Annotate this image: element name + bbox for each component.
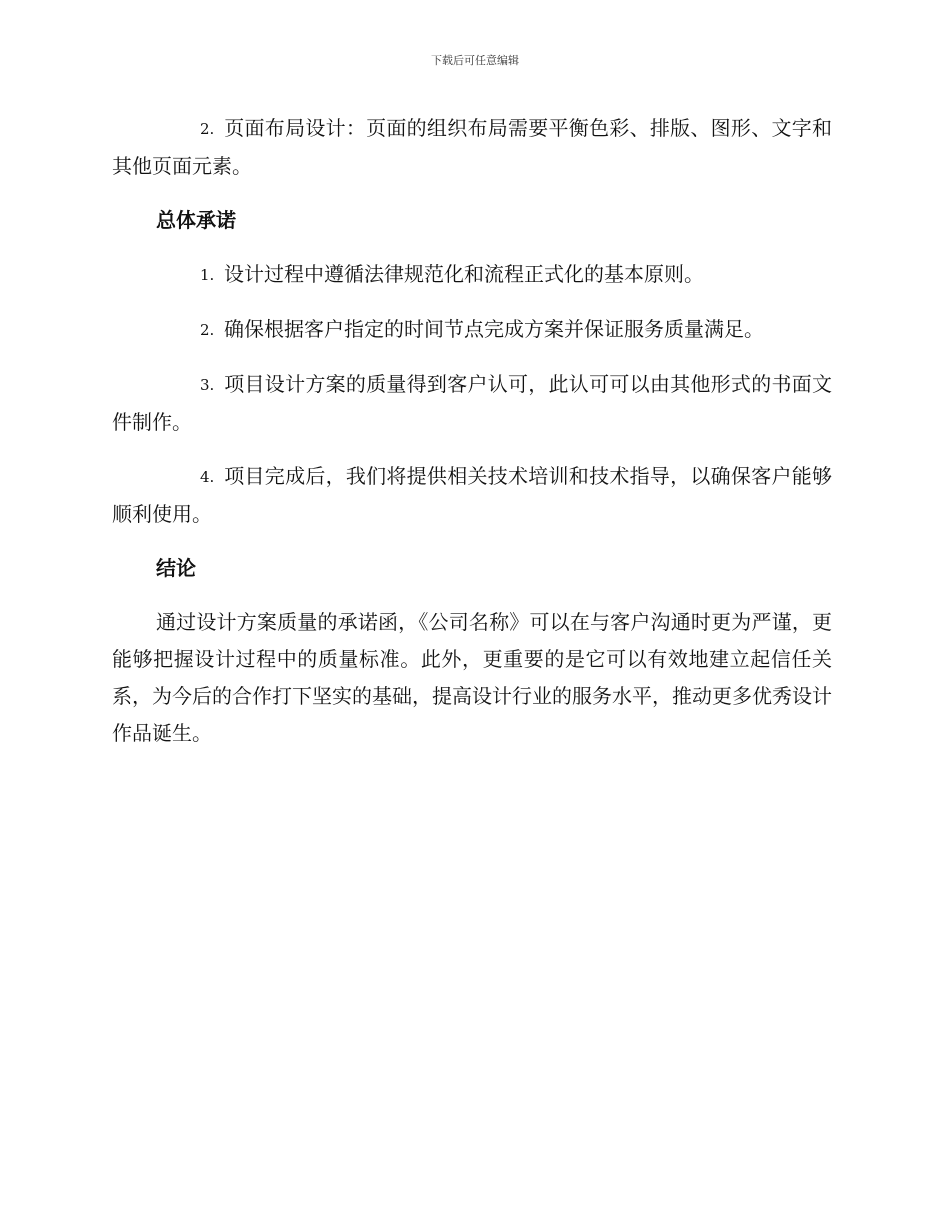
conclusion-paragraph: 通过设计方案质量的承诺函，《公司名称》可以在与客户沟通时更为严谨，更能够把握设计过程中的质量标准。此外，更重要的是它可以有效地建立起信任关系，为今后的合作打下坚实的基础，提高设计行业的服务水平，推动更多优秀设计作品诞生。 — [112, 610, 832, 745]
section-heading-conclusion: 结论 — [156, 556, 196, 580]
list-number: 3. — [200, 376, 215, 394]
list-number: 1. — [200, 266, 215, 284]
section-heading-commitment: 总体承诺 — [156, 208, 236, 232]
list-item-text: 项目设计方案的质量得到客户认可，此认可可以由其他形式的书面文件制作。 — [112, 372, 832, 434]
list-item — [112, 458, 832, 533]
list-item — [112, 110, 832, 185]
list-item-text: 页面布局设计：页面的组织布局需要平衡色彩、排版、图形、文字和其他页面元素。 — [112, 116, 832, 178]
list-item-text: 设计过程中遵循法律规范化和流程正式化的基本原则。 — [224, 262, 704, 286]
list-number: 2. — [200, 120, 215, 138]
document-body — [112, 110, 832, 769]
list-item — [112, 366, 832, 441]
list-item — [112, 256, 832, 294]
list-item — [112, 311, 832, 349]
page-header: 下载后可任意编辑 — [431, 54, 519, 67]
list-item-text: 项目完成后，我们将提供相关技术培训和技术指导，以确保客户能够顺利使用。 — [112, 464, 832, 526]
list-number: 2. — [200, 321, 215, 339]
list-number: 4. — [200, 468, 215, 486]
list-item-text: 确保根据客户指定的时间节点完成方案并保证服务质量满足。 — [224, 317, 764, 341]
